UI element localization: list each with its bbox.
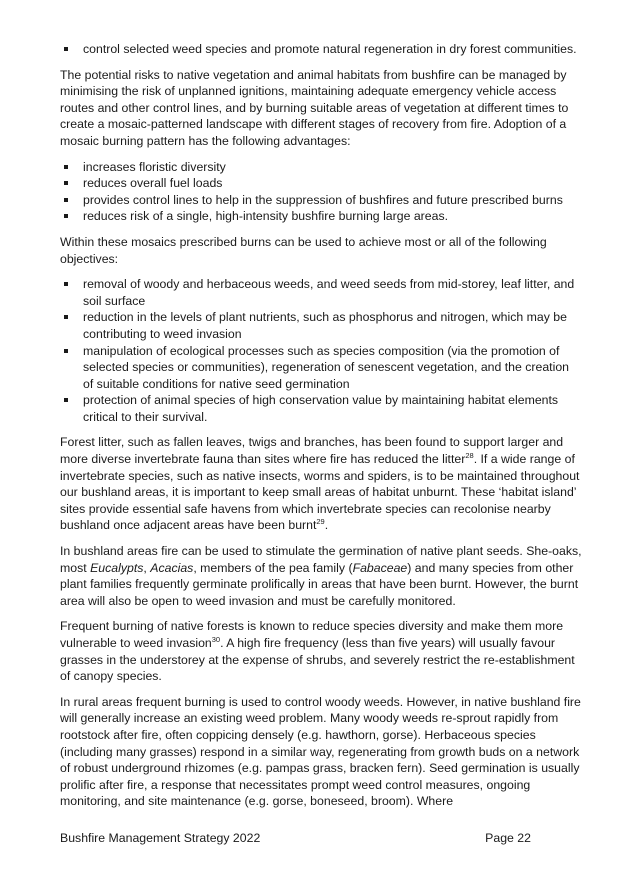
paragraph-mosaic-burning: The potential risks to native vegetation and animal habitats from bushfire can be managed by minimising the risk of unplanned ignitions, maintaining adequate emergency vehicle access routes and other control lines, and by burning suitable areas of vegetation at different times to create a mosaic-patterned landscape with different stages of recovery from fire. Adoption of a mosaic burning pattern has the following advantages: [60,67,569,148]
bullet-list-objectives [60,276,582,425]
text-run: . [324,518,329,533]
list-item: increases floristic diversity [60,159,582,176]
page-number: Page 22 [485,831,531,845]
paragraph-rural-areas: In rural areas frequent burning is used to control woody weeds. However, in native bushland fire will generally increase an existing weed problem. Many woody weeds re-sprout rapidly from rootstock after fire, often coppicing densely (e.g. hawthorn, gorse). Herbaceous species (including many grasses) respond in a similar way, regenerating from growth buds on a network of robust underground rhizomes (e.g. pampas grass, bracken fern). Seed germination is usually prolific after fire, a response that necessitates prompt weed control measures, ongoing monitoring, and site maintenance (e.g. gorse, boneseed, broom). Where [60,694,581,809]
bullet-list-continued [60,41,582,58]
species-name: Fabaceae [352,560,408,575]
page-body [60,41,582,810]
list-item: reduction in the levels of plant nutrients, such as phosphorus and nitrogen, which may be contributing to weed invasion [60,309,582,342]
list-item: removal of woody and herbaceous weeds, and weed seeds from mid-storey, leaf litter, and soil surface [60,276,582,309]
text-run: Frequent burning of native forests is known to reduce species diversity and make them more vulnerable to weed invasion [60,619,564,650]
footnote-ref: 30 [211,635,221,644]
text-run: ) and many species from other plant families frequently germinate prolifically in areas that have been burnt. However, the burnt area will also be open to weed invasion and must be carefully monitored. [60,560,579,608]
list-item: provides control lines to help in the suppression of bushfires and future prescribed burns [60,192,582,209]
footnote-ref: 29 [316,517,325,527]
paragraph-frequent-burning [60,618,582,684]
text-run: . A high fire frequency (less than five years) will usually favour grasses in the understorey at the expense of shrubs, and severely restrict the re-establishment of canopy species. [60,636,575,684]
list-item: reduces risk of a single, high-intensity bushfire burning large areas. [60,208,582,225]
page-footer [60,831,531,845]
paragraph-objectives-intro: Within these mosaics prescribed burns can be used to achieve most or all of the following objectives: [60,234,547,266]
species-name: Acacias [150,560,194,575]
footer-title: Bushfire Management Strategy 2022 [60,831,261,845]
text-run: , members of the pea family ( [193,560,353,575]
footnote-ref: 28 [465,451,474,461]
text-run: In bushland areas fire can be used to stimulate the germination of native plant seeds. She-oaks, most [60,544,582,575]
text-run: Forest litter, such as fallen leaves, twigs and branches, has been found to support larger and more diverse invertebrate fauna than sites where fire has reduced the litter [60,435,564,467]
bullet-list-advantages [60,159,582,225]
text-run: , [143,560,151,575]
species-name: Eucalypts [90,560,144,575]
list-item: reduces overall fuel loads [60,175,582,192]
list-item: control selected weed species and promote natural regeneration in dry forest communities. [60,41,582,58]
paragraph-forest-litter [60,434,582,534]
paragraph-seed-germination [60,543,582,609]
list-item: manipulation of ecological processes such as species composition (via the promotion of selected species or communities), regeneration of senescent vegetation, and the creation of suitable conditions for native seed germination [60,343,582,393]
text-run: . If a wide range of invertebrate species, such as native insects, worms and spiders, is to be maintained throughout our bushland areas, it is important to keep small areas of habitat unburnt. These ‘habitat island’ sites provide essential safe havens from which invertebrate species can recolonise nearby bushland once adjacent areas have been burnt [60,452,580,533]
list-item: protection of animal species of high conservation value by maintaining habitat elements critical to their survival. [60,392,582,425]
